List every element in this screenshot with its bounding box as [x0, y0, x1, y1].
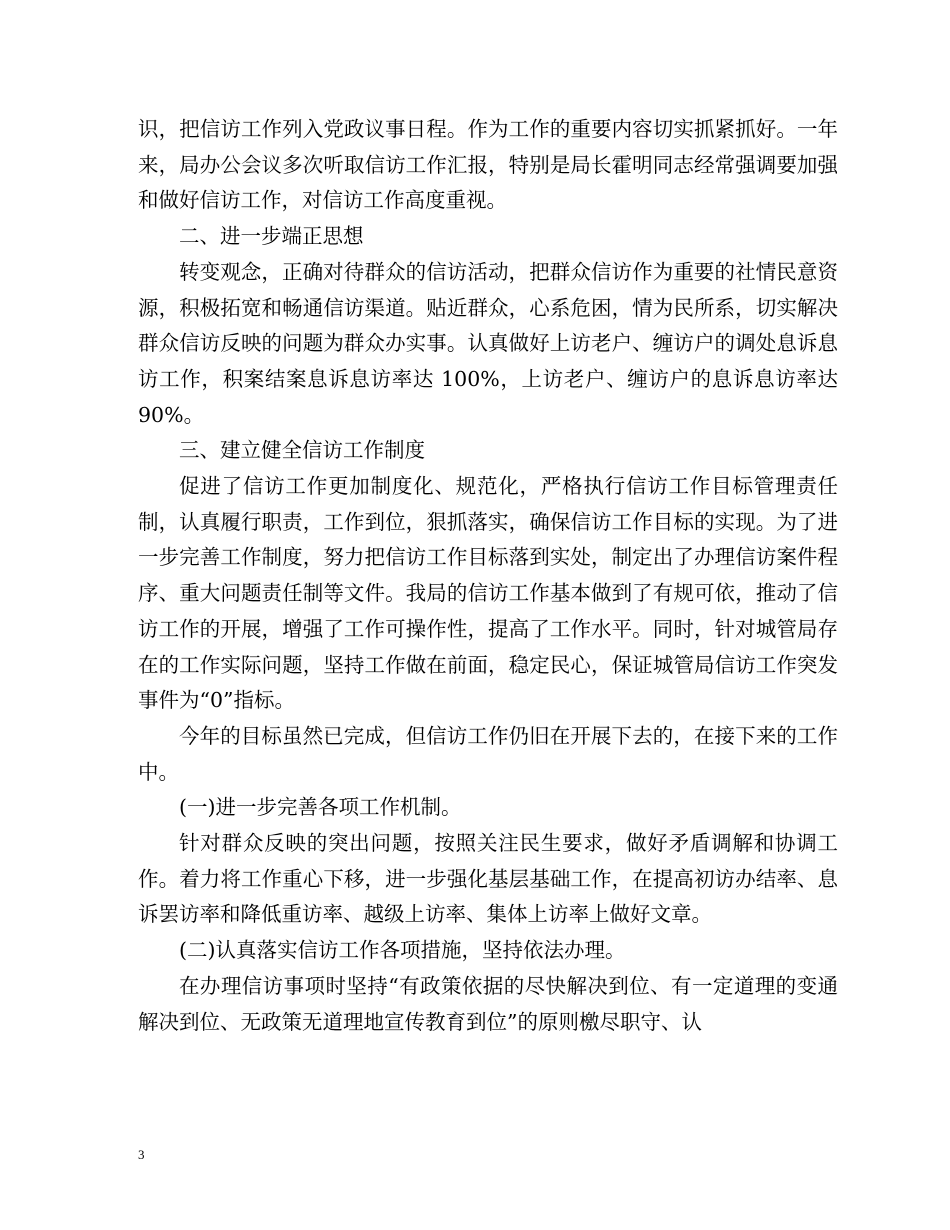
- subsection-heading-2: (二)认真落实信访工作各项措施，坚持依法办理。: [179, 938, 626, 963]
- paragraph-continuation: 识，把信访工作列入党政议事日程。作为工作的重要内容切实抓紧抓好。一年来，局办公会议多次听取信访工作汇报，特别是局长霍明同志经常强调要加强和做好信访工作，对信访工作高度重视。: [138, 117, 838, 213]
- paragraph: 转变观念，正确对待群众的信访活动，把群众信访作为重要的社情民意资源，积极拓宽和畅通信访渠道。贴近群众，心系危困，情为民所系，切实解决群众信访反映的问题为群众办实事。认真做好上访老户、缠访户的调处息诉息访工作，积案结案息诉息访率达 100%，上访老户、缠访户的息诉息访率达 90%。: [138, 259, 838, 427]
- section-heading-2: 二、进一步端正思想: [179, 224, 364, 249]
- paragraph: 针对群众反映的突出问题，按照关注民生要求，做好矛盾调解和协调工作。着力将工作重心下移，进一步强化基层基础工作，在提高初访办结率、息诉罢访率和降低重访率、越级上访率、集体上访率上做好文章。: [138, 831, 838, 927]
- page-number: 3: [138, 1147, 145, 1162]
- paragraph: 促进了信访工作更加制度化、规范化，严格执行信访工作目标管理责任制，认真履行职责，工作到位，狠抓落实，确保信访工作目标的实现。为了进一步完善工作制度，努力把信访工作目标落到实处，制定出了办理信访案件程序、重大问题责任制等文件。我局的信访工作基本做到了有规可依，推动了信访工作的开展，增强了工作可操作性，提高了工作水平。同时，针对城管局存在的工作实际问题，坚持工作做在前面，稳定民心，保证城管局信访工作突发事件为“0”指标。: [138, 474, 838, 713]
- paragraph: 在办理信访事项时坚持“有政策依据的尽快解决到位、有一定道理的变通解决到位、无政策无道理地宣传教育到位”的原则檄尽职守、认: [138, 973, 838, 1034]
- document-body: [138, 112, 838, 1040]
- subsection-heading-1: (一)进一步完善各项工作机制。: [179, 795, 462, 820]
- paragraph: 今年的目标虽然已完成，但信访工作仍旧在开展下去的，在接下来的工作中。: [138, 723, 838, 784]
- section-heading-3: 三、建立健全信访工作制度: [179, 438, 425, 463]
